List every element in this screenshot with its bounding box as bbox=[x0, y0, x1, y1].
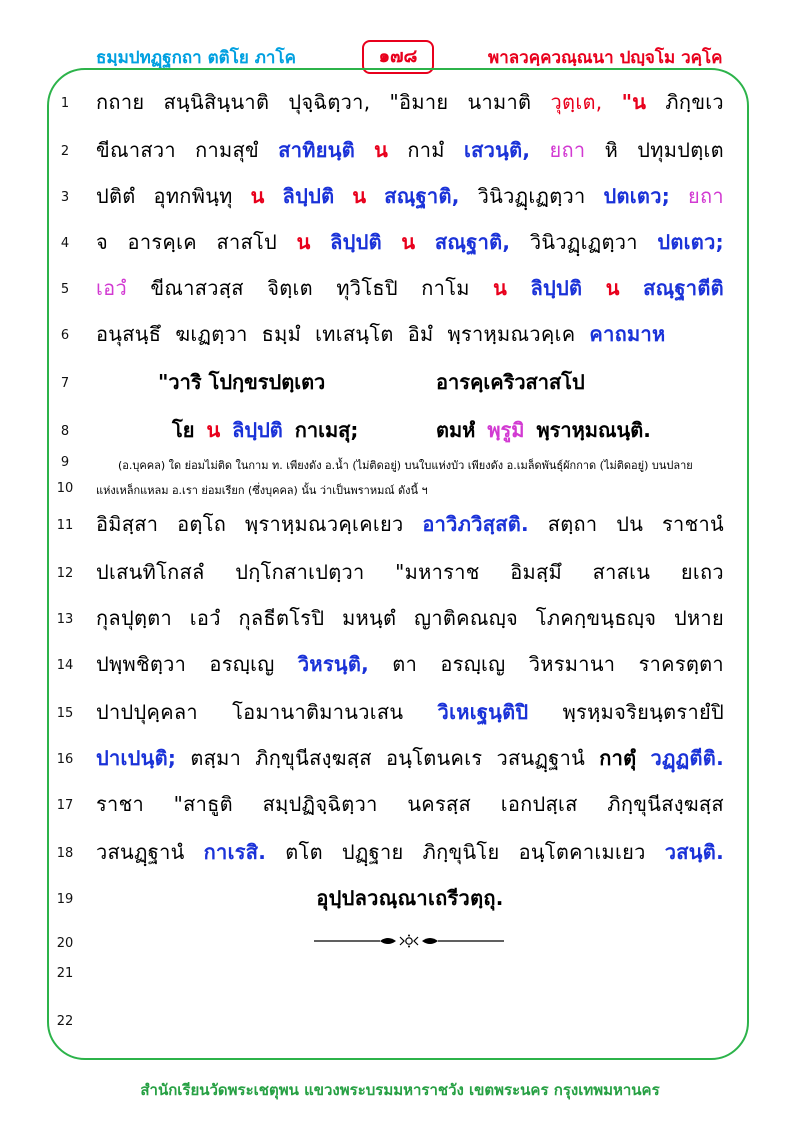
word: หิ bbox=[604, 138, 619, 162]
word: ปาปปุคฺคลา bbox=[96, 700, 198, 724]
word: น bbox=[401, 230, 416, 254]
word: "สาธูติ bbox=[173, 792, 233, 816]
word: เอวํ bbox=[96, 276, 127, 300]
word: คาถมาห bbox=[589, 322, 666, 346]
word: สมฺปฏิจฺฉิตฺวา bbox=[262, 792, 378, 816]
text-line-14 bbox=[96, 648, 724, 680]
word: ลิปฺปติ bbox=[330, 230, 382, 254]
word: เสวนฺติ, bbox=[463, 138, 531, 162]
line-number: 21 bbox=[56, 966, 74, 981]
text-line-18 bbox=[96, 836, 724, 868]
verse-line-7-right: อารคฺเคริวสาสโป bbox=[436, 370, 585, 394]
word: ญาติคณญฺจ bbox=[414, 606, 519, 630]
word: กถาย bbox=[96, 90, 145, 114]
word: น bbox=[250, 184, 265, 208]
word: น bbox=[493, 276, 508, 300]
word: พฺราหฺมณวคฺเคเยว bbox=[244, 512, 404, 536]
word: พฺราหฺมณวคฺเค bbox=[447, 322, 576, 346]
word: กุลปุตฺตา bbox=[96, 606, 173, 630]
line-number: 16 bbox=[56, 752, 74, 767]
word: ฆเฏตฺวา bbox=[175, 322, 248, 346]
word: พฺรูมิ bbox=[487, 418, 525, 442]
word: ตโต bbox=[285, 840, 323, 864]
word: วสนฏฺฐานํ bbox=[96, 840, 185, 864]
word: กาเมสุ; bbox=[294, 418, 359, 442]
line-number: 6 bbox=[60, 328, 70, 343]
word: "อิมาย bbox=[389, 90, 449, 114]
word: อิมสฺมึ bbox=[510, 560, 563, 584]
verse-line-8-left bbox=[172, 414, 358, 446]
word: อนุสนฺธึ bbox=[96, 322, 162, 346]
line-number: 18 bbox=[56, 846, 74, 861]
line-number: 7 bbox=[60, 376, 70, 391]
word: เทเสนฺโต bbox=[315, 322, 394, 346]
word: วินิวฏฺเฏตฺวา bbox=[529, 230, 638, 254]
word: น bbox=[296, 230, 311, 254]
line-number: 17 bbox=[56, 798, 74, 813]
word: วฏฺฏตีติ. bbox=[650, 746, 724, 770]
word: ลิปฺปติ bbox=[232, 418, 283, 442]
word: อุทกพินฺทุ bbox=[153, 184, 233, 208]
word: ลิปฺปติ bbox=[530, 276, 583, 300]
word: กามํ bbox=[407, 138, 445, 162]
word: พฺรหฺมจริยนฺตรายํปิ bbox=[562, 700, 724, 724]
word: สาทิยนฺติ bbox=[278, 138, 355, 162]
word: ธมฺมํ bbox=[261, 322, 302, 346]
word: กาโม bbox=[421, 276, 470, 300]
line-number: 15 bbox=[56, 706, 74, 721]
line-number: 1 bbox=[60, 96, 70, 111]
word: อตฺโถ bbox=[177, 512, 227, 536]
word: จิตฺเต bbox=[267, 276, 313, 300]
word: วินิวฏฺเฏตฺวา bbox=[477, 184, 586, 208]
word: ยถา bbox=[688, 184, 724, 208]
word: จ bbox=[96, 230, 109, 254]
word: ยถา bbox=[549, 138, 586, 162]
word: ภิกฺขุนิโย bbox=[422, 840, 500, 864]
word: วสนฏฺฐานํ bbox=[496, 746, 586, 770]
word: สณฺฐาติ, bbox=[384, 184, 460, 208]
word: ปติตํ bbox=[96, 184, 136, 208]
running-header-chapter-title: พาลวคฺควณฺณนา ปญฺจโม วคฺโค bbox=[488, 48, 723, 68]
word: น bbox=[605, 276, 620, 300]
word: "มหาราช bbox=[395, 560, 480, 584]
line-number: 8 bbox=[60, 424, 70, 439]
word: นครสฺส bbox=[407, 792, 472, 816]
word: ทุวิโธปิ bbox=[336, 276, 398, 300]
word: ขีณาสวา bbox=[96, 138, 176, 162]
word: ตมหํ bbox=[436, 418, 476, 442]
text-line-6 bbox=[96, 318, 706, 350]
footer-institution: สำนักเรียนวัดพระเชตุพน แขวงพระบรมมหาราชวัง เขตพระนคร กรุงเทพมหานคร bbox=[140, 1081, 660, 1099]
word: ยเถว bbox=[680, 560, 724, 584]
word: ราชา bbox=[96, 792, 144, 816]
word: ขีณาสวสฺส bbox=[150, 276, 244, 300]
line-number: 14 bbox=[56, 658, 74, 673]
line-number: 19 bbox=[56, 892, 74, 907]
word: อาวิภวิสฺสติ. bbox=[422, 512, 529, 536]
text-line-1 bbox=[96, 86, 724, 118]
word: สตฺถา bbox=[547, 512, 598, 536]
word: ตา bbox=[392, 652, 418, 676]
ornament-divider bbox=[314, 933, 504, 949]
word: ปตเตว; bbox=[603, 184, 671, 208]
text-line-2 bbox=[96, 134, 724, 166]
word: สนฺนิสินฺนาติ bbox=[163, 90, 270, 114]
word: ปเสนทิโกสลํ bbox=[96, 560, 205, 584]
line-number: 22 bbox=[56, 1014, 74, 1029]
word: ปฏฺฐาย bbox=[341, 840, 404, 864]
text-line-11 bbox=[96, 508, 724, 540]
word: กามสุขํ bbox=[195, 138, 260, 162]
word: นามาติ bbox=[467, 90, 532, 114]
word: ภิกฺขุนีสงฺฆสฺส bbox=[607, 792, 724, 816]
word: สณฺฐาตีติ bbox=[643, 276, 724, 300]
line-number: 3 bbox=[60, 190, 70, 205]
word: ราชานํ bbox=[662, 512, 724, 536]
line-number: 10 bbox=[56, 481, 74, 496]
word: ปาเปนฺติ; bbox=[96, 746, 177, 770]
line-number: 9 bbox=[60, 455, 70, 470]
word: วิหรมานา bbox=[528, 652, 616, 676]
word: วสนฺติ. bbox=[664, 840, 724, 864]
word: กาตุํ bbox=[599, 746, 637, 770]
word: เอกปสฺเส bbox=[500, 792, 578, 816]
word: ปหาย bbox=[673, 606, 724, 630]
word: ภิกฺขเว bbox=[665, 90, 724, 114]
word: ปกฺโกสาเปตฺวา bbox=[235, 560, 365, 584]
word: น bbox=[374, 138, 389, 162]
translation-note-line-2: แห่งเหล็กแหลม อ.เรา ย่อมเรียก (ซึ่งบุคคล) นั้น ว่าเป็นพราหมณ์ ดังนี้ ฯ bbox=[96, 484, 428, 497]
text-line-3 bbox=[96, 180, 724, 212]
word: เอวํ bbox=[189, 606, 221, 630]
line-number: 13 bbox=[56, 612, 74, 627]
word: โย bbox=[172, 418, 195, 442]
word: วิหรนฺติ, bbox=[297, 652, 370, 676]
verse-line-7-left: "วาริ โปกฺขรปตฺเตว bbox=[158, 370, 326, 394]
word: อารคฺเค bbox=[127, 230, 197, 254]
word: "น bbox=[621, 90, 647, 114]
word: ปน bbox=[616, 512, 644, 536]
line-number: 5 bbox=[60, 282, 70, 297]
text-line-16 bbox=[96, 742, 724, 774]
line-number: 11 bbox=[56, 518, 74, 533]
word: วิเหเฐนฺติปิ bbox=[437, 700, 529, 724]
line-number: 4 bbox=[60, 236, 70, 251]
word: อรญฺเญ bbox=[209, 652, 275, 676]
word: ภิกฺขุนีสงฺฆสฺส bbox=[255, 746, 372, 770]
word: มหนฺตํ bbox=[342, 606, 397, 630]
line-number: 20 bbox=[56, 936, 74, 951]
running-header-book-title: ธมฺมปทฏฺฐกถา ตติโย ภาโค bbox=[96, 48, 296, 68]
word: ราครตฺตา bbox=[638, 652, 724, 676]
word: ลิปฺปติ bbox=[282, 184, 335, 208]
text-line-12 bbox=[96, 556, 724, 588]
word: โอมานาติมานวเสน bbox=[232, 700, 404, 724]
line-number: 12 bbox=[56, 566, 74, 581]
word: ปทุมปตฺเต bbox=[637, 138, 724, 162]
word: กุลธีตโรปิ bbox=[238, 606, 325, 630]
word: สาสเน bbox=[592, 560, 651, 584]
word: อนฺโตคาเมเยว bbox=[518, 840, 646, 864]
word: ตสฺมา bbox=[190, 746, 242, 770]
word: น bbox=[206, 418, 221, 442]
word: อิมํ bbox=[407, 322, 434, 346]
text-line-4 bbox=[96, 226, 724, 258]
page-number-box: ๑๗๘ bbox=[362, 40, 434, 74]
word: โภคกฺขนฺธญฺจ bbox=[535, 606, 657, 630]
text-line-13 bbox=[96, 602, 724, 634]
text-line-17 bbox=[96, 788, 724, 820]
word: อนฺโตนคเร bbox=[385, 746, 483, 770]
line-number: 2 bbox=[60, 144, 70, 159]
word: ปตเตว; bbox=[657, 230, 724, 254]
story-end-title: อุปฺปลวณฺณาเถรีวตฺถุ. bbox=[316, 886, 504, 910]
word: วุตฺเต, bbox=[550, 90, 603, 114]
word: ปุจฺฉิตฺวา, bbox=[288, 90, 371, 114]
verse-line-8-right bbox=[436, 414, 651, 446]
text-line-15 bbox=[96, 696, 724, 728]
text-line-5 bbox=[96, 272, 724, 304]
word: สาสโป bbox=[216, 230, 278, 254]
word: พฺราหฺมณนฺติ. bbox=[536, 418, 651, 442]
word: ปพฺพชิตฺวา bbox=[96, 652, 187, 676]
translation-note-line-1: (อ.บุคคล) ใด ย่อมไม่ติด ในกาม ท. เพียงดัง อ.น้ำ (ไม่ติดอยู่) บนใบแห่งบัว เพียงดัง อ.เมล็ดพันธุ์ผักกาด (ไม่ติดอยู่) บนปลาย bbox=[118, 459, 693, 472]
word: น bbox=[352, 184, 367, 208]
word: อรญฺเญ bbox=[440, 652, 506, 676]
word: กาเรสิ. bbox=[203, 840, 267, 864]
word: สณฺฐาติ, bbox=[434, 230, 511, 254]
word: อิมิสฺสา bbox=[96, 512, 159, 536]
